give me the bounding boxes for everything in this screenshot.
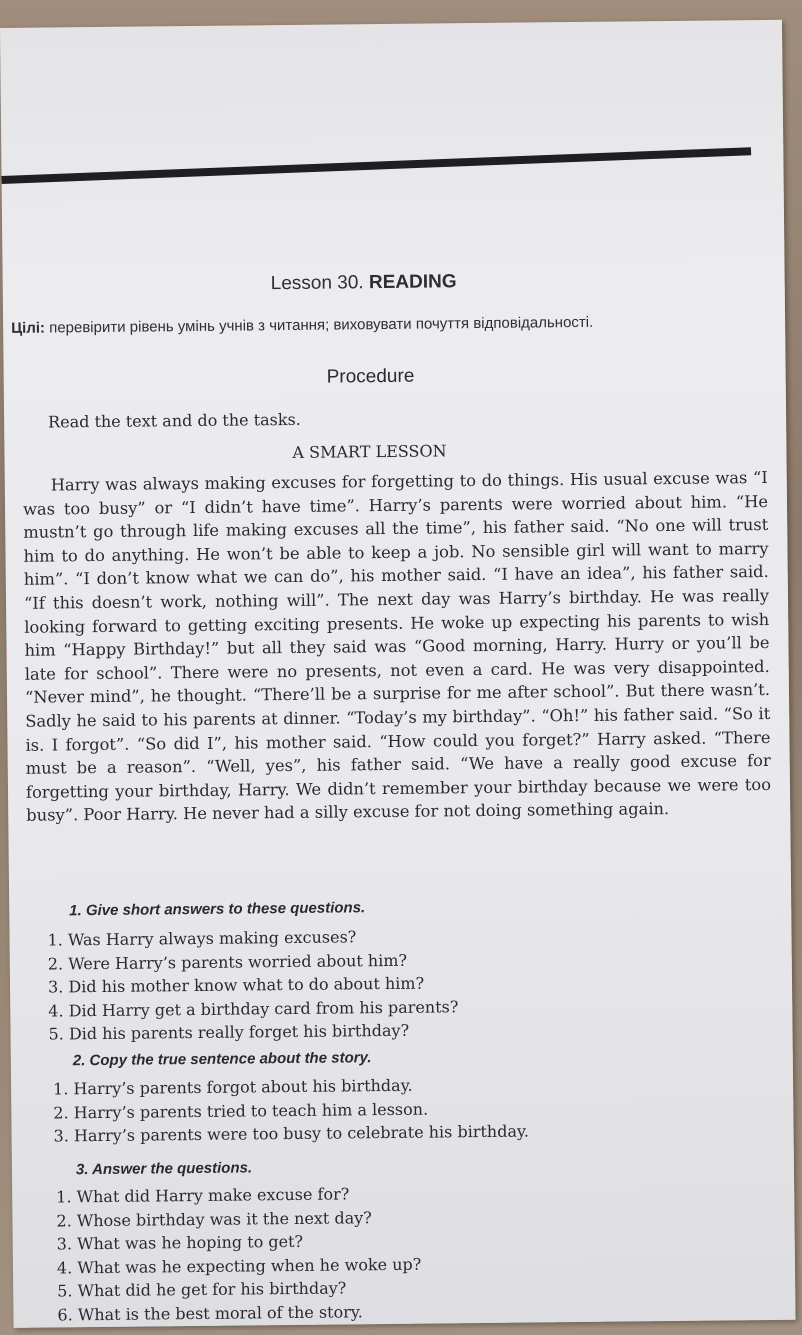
task-2-sentences: [53, 1073, 529, 1148]
aims-text: перевірити рівень умінь учнів з читання; виховувати почуття відповідальності.: [49, 313, 594, 337]
list-item: 1. Was Harry always making excuses?: [47, 927, 357, 950]
list-item: 3. What was he hoping to get?: [56, 1231, 304, 1254]
list-item: 1. Harry’s parents forgot about his birthday.: [53, 1075, 413, 1099]
task-3-questions: [56, 1182, 422, 1327]
task-1-heading: 1. Give short answers to these questions.: [69, 899, 366, 920]
list-item: 3. Harry’s parents were too busy to celebrate his birthday.: [53, 1121, 530, 1146]
task-3-heading: 3. Answer the questions.: [75, 1159, 253, 1179]
list-item: 5. Did his parents really forget his birthday?: [48, 1020, 410, 1044]
top-black-rule: [1, 147, 751, 184]
lesson-aims: [11, 312, 781, 337]
list-item: 4. What was he expecting when he woke up?: [56, 1254, 422, 1277]
list-item: 2. Harry’s parents tried to teach him a lesson.: [53, 1099, 429, 1123]
list-item: 1. What did Harry make excuse for?: [56, 1184, 350, 1207]
list-item: 2. Were Harry’s parents worried about him?: [47, 950, 408, 974]
instruction-text: Read the text and do the tasks.: [48, 409, 301, 432]
list-item: 2. Whose birthday was it the next day?: [56, 1207, 372, 1230]
task-2-heading: 2. Copy the true sentence about the story.: [72, 1049, 372, 1070]
lesson-number: Lesson 30.: [270, 272, 370, 295]
aims-label: Цілі:: [11, 319, 46, 337]
worksheet-page: [0, 20, 796, 1328]
procedure-heading: Procedure: [326, 365, 415, 388]
list-item: 5. What did he get for his birthday?: [57, 1278, 347, 1301]
story-text: [23, 466, 772, 828]
story-paragraph: Harry was always making excuses for forgetting to do things. His usual excuse was “I was too busy” or “I didn’t have time”. Harry’s parents were worried about him. “He mustn’t go through life making excuses all the time”, his father said. “No one will trust him to do anything. He won’t be able to keep a job. No sensible girl will want to marry him”. “I don’t know what we can do”, his mother said. “I have an idea”, his father said. “If this doesn’t work, nothing will”. The next day was Harry’s birthday. He was really looking forward to getting exciting presents. He woke up expecting his parents to wish him “Happy Birthday!” but all they said was “Good morning, Harry. Hurry or you’ll be late for school”. There were no presents, not even a card. He was very disappointed. “Never mind”, he thought. “There’ll be a surprise for me after school”. But there wasn’t. Sadly he said to his parents at dinner. “Today’s my birthday”. “Oh!” his father said. “So it is. I forgot”. “So did I”, his mother said. “How could you forget?” Harry asked. “There must be a reason”. “Well, yes”, his father said. “We have a really good excuse for forgetting your birthday, Harry. We didn’t remember your birthday because we were too busy”. Poor Harry. He never had a silly excuse for not doing something again.: [22, 467, 772, 826]
list-item: 6. What is the best moral of the story.: [57, 1301, 363, 1324]
list-item: 4. Did Harry get a birthday card from his parents?: [48, 996, 459, 1021]
task-1-questions: [47, 924, 458, 1046]
story-title: A SMART LESSON: [292, 441, 447, 462]
list-item: 3. Did his mother know what to do about him?: [47, 973, 425, 997]
lesson-topic: READING: [368, 271, 457, 294]
lesson-heading: [271, 271, 457, 295]
